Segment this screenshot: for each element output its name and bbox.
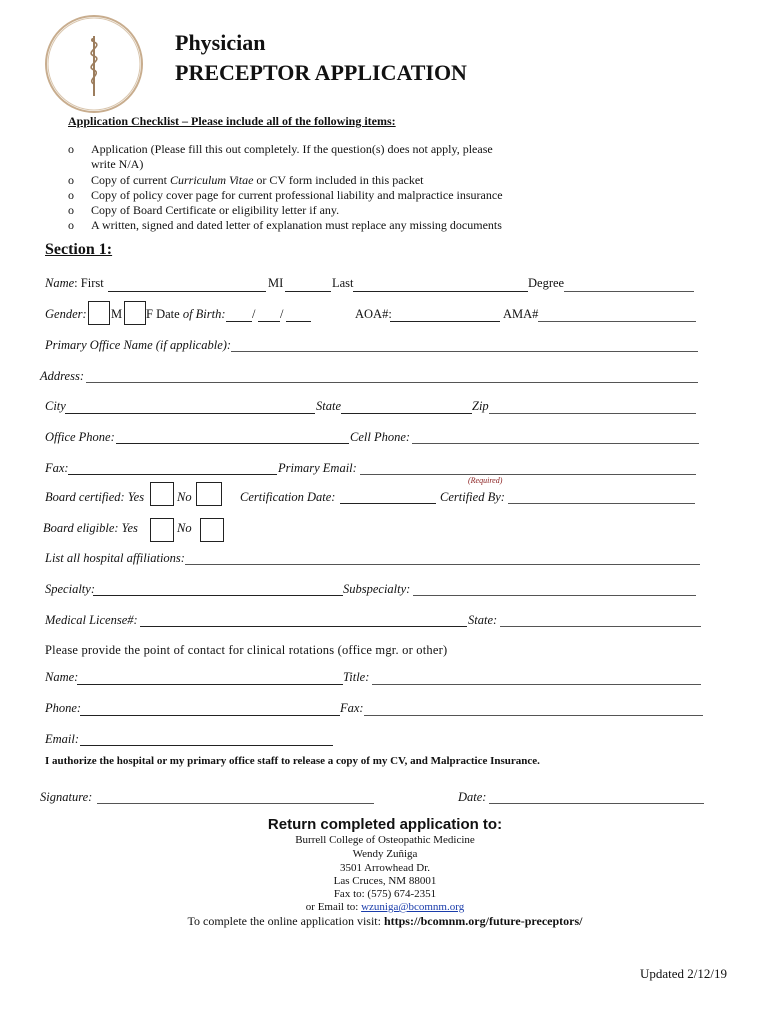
contact-name-field[interactable]	[77, 684, 343, 685]
updated-date: Updated 2/12/19	[640, 966, 728, 981]
return-heading: Return completed application to:	[267, 816, 503, 833]
checklist-item: Copy of policy cover page for current professional liability and malpractice insurance	[91, 188, 503, 202]
last-label: Last	[332, 276, 354, 290]
return-email-link[interactable]: wzuniga@bcomnm.org	[361, 901, 465, 913]
checklist-item-cont: write N/A)	[91, 157, 144, 171]
first-name-field[interactable]	[108, 291, 266, 292]
contact-title-field[interactable]	[372, 684, 701, 685]
checklist-item: Copy of Board Certificate or eligibility letter if any.	[91, 203, 340, 217]
contact-prompt: Please provide the point of contact for clinical rotations (office mgr. or other)	[45, 643, 448, 657]
state-label: State	[316, 399, 341, 413]
board-eligible-no-checkbox[interactable]	[200, 518, 224, 542]
gender-label: Gender:	[45, 307, 87, 321]
date-label: Date:	[458, 790, 487, 804]
college-seal-logo	[44, 14, 144, 114]
signature-field[interactable]	[97, 803, 374, 804]
aoa-field[interactable]	[390, 321, 500, 322]
section-heading: Section 1:	[45, 241, 113, 258]
last-name-field[interactable]	[353, 291, 528, 292]
date-field[interactable]	[489, 803, 704, 804]
primary-email-label: Primary Email:	[278, 461, 357, 475]
mi-field[interactable]	[285, 291, 331, 292]
contact-name-label: Name:	[45, 670, 79, 684]
state-field[interactable]	[341, 413, 472, 414]
gender-f-label: F Date of Birth:	[146, 307, 226, 321]
cell-phone-field[interactable]	[412, 443, 699, 444]
return-line: 3501 Arrowhead Dr.	[339, 862, 431, 874]
contact-email-label: Email:	[45, 732, 80, 746]
dob-month-field[interactable]	[226, 321, 252, 322]
bullet-marker: o	[68, 218, 74, 232]
certification-date-field[interactable]	[340, 503, 436, 504]
certified-by-field[interactable]	[508, 503, 695, 504]
subspecialty-field[interactable]	[413, 595, 696, 596]
return-line: Las Cruces, NM 88001	[333, 875, 437, 887]
contact-fax-label: Fax:	[340, 701, 364, 715]
address-field[interactable]	[86, 382, 698, 383]
contact-email-field[interactable]	[80, 745, 333, 746]
board-certified-label: Board certified: Yes	[45, 490, 145, 504]
board-eligible-no-label: No	[177, 521, 192, 535]
cell-phone-label: Cell Phone:	[350, 430, 411, 444]
return-line: Wendy Zuñiga	[352, 848, 418, 860]
board-certified-yes-checkbox[interactable]	[150, 482, 174, 506]
online-application-line: To complete the online application visit: https://bcomnm.org/future-preceptors/	[187, 914, 583, 928]
aoa-label: AOA#:	[355, 307, 392, 321]
contact-fax-field[interactable]	[364, 715, 703, 716]
certified-by-label: Certified By:	[440, 490, 505, 504]
checklist-heading: Application Checklist – Please include all of the following items:	[68, 114, 396, 128]
medical-license-label: Medical License#:	[45, 613, 138, 627]
board-certified-no-checkbox[interactable]	[196, 482, 222, 506]
contact-title-label: Title:	[343, 670, 370, 684]
degree-label: Degree	[528, 276, 565, 290]
signature-label: Signature:	[40, 790, 93, 804]
certification-date-label: Certification Date:	[240, 490, 336, 504]
bullet-marker: o	[68, 203, 74, 217]
city-field[interactable]	[65, 413, 315, 414]
dob-day-field[interactable]	[258, 321, 280, 322]
city-label: City	[45, 399, 66, 413]
required-note: (Required)	[468, 476, 503, 485]
subspecialty-label: Subspecialty:	[343, 582, 411, 596]
address-label: Address:	[40, 369, 84, 383]
ama-field[interactable]	[538, 321, 696, 322]
board-certified-no-label: No	[177, 490, 192, 504]
specialty-field[interactable]	[93, 595, 343, 596]
ama-label: AMA#	[503, 307, 539, 321]
license-state-field[interactable]	[500, 626, 701, 627]
board-eligible-label: Board eligible: Yes	[43, 521, 138, 535]
dob-separator: /	[252, 307, 256, 321]
authorization-statement: I authorize the hospital or my primary office staff to release a copy of my CV, and Malpractice Insurance.	[45, 755, 540, 767]
primary-office-label: Primary Office Name (if applicable):	[45, 338, 232, 352]
gender-m-checkbox[interactable]	[88, 301, 110, 325]
contact-phone-label: Phone:	[45, 701, 82, 715]
bullet-marker: o	[68, 173, 74, 187]
return-line: Burrell College of Osteopathic Medicine	[295, 834, 475, 846]
hospital-affiliations-label: List all hospital affiliations:	[45, 551, 185, 565]
office-phone-field[interactable]	[116, 443, 349, 444]
bullet-marker: o	[68, 142, 74, 156]
checklist-item: Copy of current Curriculum Vitae or CV form included in this packet	[91, 173, 424, 187]
medical-license-field[interactable]	[140, 626, 467, 627]
name-label: Name: First	[45, 276, 104, 290]
return-line: Fax to: (575) 674-2351	[333, 888, 437, 900]
primary-email-field[interactable]	[360, 474, 696, 475]
page-title: PRECEPTOR APPLICATION	[175, 60, 467, 85]
zip-field[interactable]	[489, 413, 696, 414]
return-email-line: or Email to: wzuniga@bcomnm.org	[305, 901, 465, 913]
fax-field[interactable]	[68, 474, 277, 475]
contact-phone-field[interactable]	[80, 715, 340, 716]
gender-f-checkbox[interactable]	[124, 301, 146, 325]
dob-separator: /	[280, 307, 284, 321]
dob-year-field[interactable]	[286, 321, 311, 322]
checklist-item: A written, signed and dated letter of explanation must replace any missing documents	[91, 218, 502, 232]
title-line1: Physician	[175, 30, 266, 55]
fax-label: Fax:	[45, 461, 69, 475]
bullet-marker: o	[68, 188, 74, 202]
specialty-label: Specialty:	[45, 582, 95, 596]
degree-field[interactable]	[564, 291, 694, 292]
online-application-url[interactable]: https://bcomnm.org/future-preceptors/	[383, 914, 583, 928]
license-state-label: State:	[468, 613, 498, 627]
gender-m-label: M	[111, 307, 123, 321]
hospital-affiliations-field[interactable]	[185, 564, 700, 565]
board-eligible-yes-checkbox[interactable]	[150, 518, 174, 542]
primary-office-field[interactable]	[231, 351, 698, 352]
office-phone-label: Office Phone:	[45, 430, 115, 444]
zip-label: Zip	[472, 399, 489, 413]
mi-label: MI	[268, 276, 284, 290]
checklist-item: Application (Please fill this out completely. If the question(s) does not apply, please	[91, 142, 493, 156]
